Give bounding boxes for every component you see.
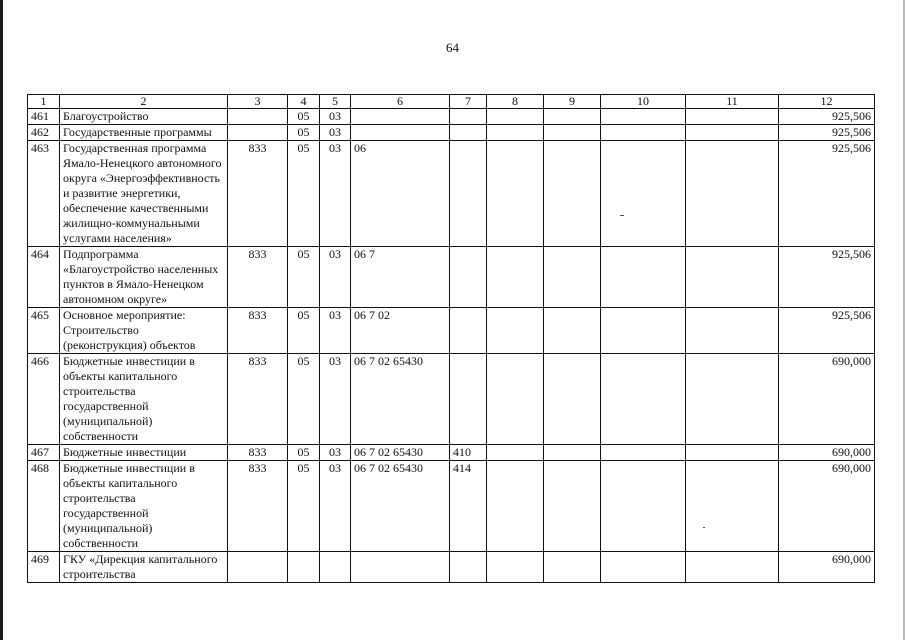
cell-col10 [601,354,686,445]
cell-col3: 833 [228,308,288,354]
cell-col7 [450,109,487,125]
cell-col7 [450,552,487,583]
row-number: 469 [28,552,60,583]
cell-col3 [228,125,288,141]
cell-col10 [601,552,686,583]
cell-col6: 06 7 02 65430 [351,445,450,461]
cell-col9 [544,354,601,445]
column-header-7: 7 [450,95,487,109]
cell-col3: 833 [228,141,288,247]
row-number: 465 [28,308,60,354]
table-row [28,354,875,445]
cell-col11 [686,354,779,445]
column-header-10: 10 [601,95,686,109]
table-row [28,109,875,125]
cell-col11 [686,141,779,247]
cell-col11 [686,109,779,125]
row-name: Подпрограмма «Благоустройство населенных пунктов в Ямало-Ненецком автономном округе» [60,247,228,308]
cell-col6: 06 7 02 [351,308,450,354]
column-header-3: 3 [228,95,288,109]
cell-col3: 833 [228,461,288,552]
cell-col11 [686,125,779,141]
page-number: 64 [446,40,459,55]
row-name: Государственные программы [60,125,228,141]
cell-col8 [487,141,544,247]
cell-col12: 925,506 [779,109,875,125]
scan-speck [620,215,624,216]
cell-col3 [228,109,288,125]
column-header-2: 2 [60,95,228,109]
cell-col12: 925,506 [779,247,875,308]
table-body [28,109,875,583]
cell-col5: 03 [320,109,351,125]
cell-col6: 06 7 02 65430 [351,354,450,445]
cell-col5: 03 [320,125,351,141]
scan-speck [703,527,705,528]
cell-col11 [686,461,779,552]
cell-col9 [544,461,601,552]
cell-col3 [228,552,288,583]
cell-col12: 690,000 [779,461,875,552]
cell-col4: 05 [288,247,320,308]
cell-col8 [487,109,544,125]
cell-col9 [544,109,601,125]
cell-col10 [601,308,686,354]
cell-col12: 690,000 [779,354,875,445]
budget-table [27,94,875,583]
table-row [28,308,875,354]
cell-col12: 925,506 [779,308,875,354]
cell-col6: 06 7 [351,247,450,308]
table-row [28,125,875,141]
scan-edge-left [0,0,3,640]
column-header-6: 6 [351,95,450,109]
cell-col4: 05 [288,141,320,247]
cell-col6: 06 7 02 65430 [351,461,450,552]
cell-col4: 05 [288,109,320,125]
cell-col7 [450,141,487,247]
cell-col10 [601,461,686,552]
column-header-8: 8 [487,95,544,109]
row-name: Бюджетные инвестиции [60,445,228,461]
cell-col9 [544,141,601,247]
row-name: Бюджетные инвестиции в объекты капитального строительства государственной (муниципальной) собственности [60,354,228,445]
cell-col8 [487,247,544,308]
table-row [28,552,875,583]
column-header-4: 4 [288,95,320,109]
cell-col10 [601,141,686,247]
row-number: 464 [28,247,60,308]
cell-col5 [320,552,351,583]
cell-col9 [544,247,601,308]
cell-col3: 833 [228,445,288,461]
table-row [28,461,875,552]
cell-col9 [544,125,601,141]
cell-col8 [487,308,544,354]
cell-col9 [544,445,601,461]
cell-col12: 925,506 [779,125,875,141]
cell-col7 [450,125,487,141]
row-name: Государственная программа Ямало-Ненецкого автономного округа «Энергоэффективность и развитие энергетики, обеспечение качественными жилищно-коммунальными услугами населения» [60,141,228,247]
cell-col11 [686,308,779,354]
cell-col4: 05 [288,354,320,445]
cell-col5: 03 [320,308,351,354]
column-header-11: 11 [686,95,779,109]
cell-col9 [544,308,601,354]
cell-col11 [686,445,779,461]
cell-col7 [450,354,487,445]
cell-col10 [601,445,686,461]
cell-col12: 690,000 [779,445,875,461]
cell-col11 [686,552,779,583]
cell-col8 [487,461,544,552]
row-name: Бюджетные инвестиции в объекты капитального строительства государственной (муниципальной) собственности [60,461,228,552]
cell-col8 [487,552,544,583]
cell-col5: 03 [320,461,351,552]
row-number: 461 [28,109,60,125]
table-row [28,247,875,308]
cell-col5: 03 [320,247,351,308]
cell-col4: 05 [288,308,320,354]
cell-col12: 925,506 [779,141,875,247]
cell-col5: 03 [320,141,351,247]
row-number: 463 [28,141,60,247]
cell-col6 [351,109,450,125]
cell-col12: 690,000 [779,552,875,583]
row-name: Благоустройство [60,109,228,125]
cell-col5: 03 [320,354,351,445]
row-number: 468 [28,461,60,552]
row-name: Основное мероприятие: Строительство (реконструкция) объектов [60,308,228,354]
cell-col10 [601,247,686,308]
row-number: 467 [28,445,60,461]
cell-col8 [487,354,544,445]
column-header-12: 12 [779,95,875,109]
column-header-9: 9 [544,95,601,109]
cell-col6: 06 [351,141,450,247]
cell-col6 [351,125,450,141]
column-header-5: 5 [320,95,351,109]
cell-col11 [686,247,779,308]
row-number: 466 [28,354,60,445]
cell-col6 [351,552,450,583]
cell-col3: 833 [228,354,288,445]
cell-col7 [450,247,487,308]
cell-col4 [288,552,320,583]
column-header-1: 1 [28,95,60,109]
cell-col10 [601,125,686,141]
cell-col4: 05 [288,461,320,552]
cell-col3: 833 [228,247,288,308]
header-row [28,95,875,109]
table-row [28,141,875,247]
cell-col4: 05 [288,125,320,141]
cell-col8 [487,445,544,461]
row-number: 462 [28,125,60,141]
cell-col10 [601,109,686,125]
row-name: ГКУ «Дирекция капитального строительства [60,552,228,583]
cell-col7: 414 [450,461,487,552]
cell-col9 [544,552,601,583]
table-header [28,95,875,109]
cell-col7 [450,308,487,354]
cell-col7: 410 [450,445,487,461]
table-row [28,445,875,461]
cell-col8 [487,125,544,141]
cell-col5: 03 [320,445,351,461]
cell-col4: 05 [288,445,320,461]
